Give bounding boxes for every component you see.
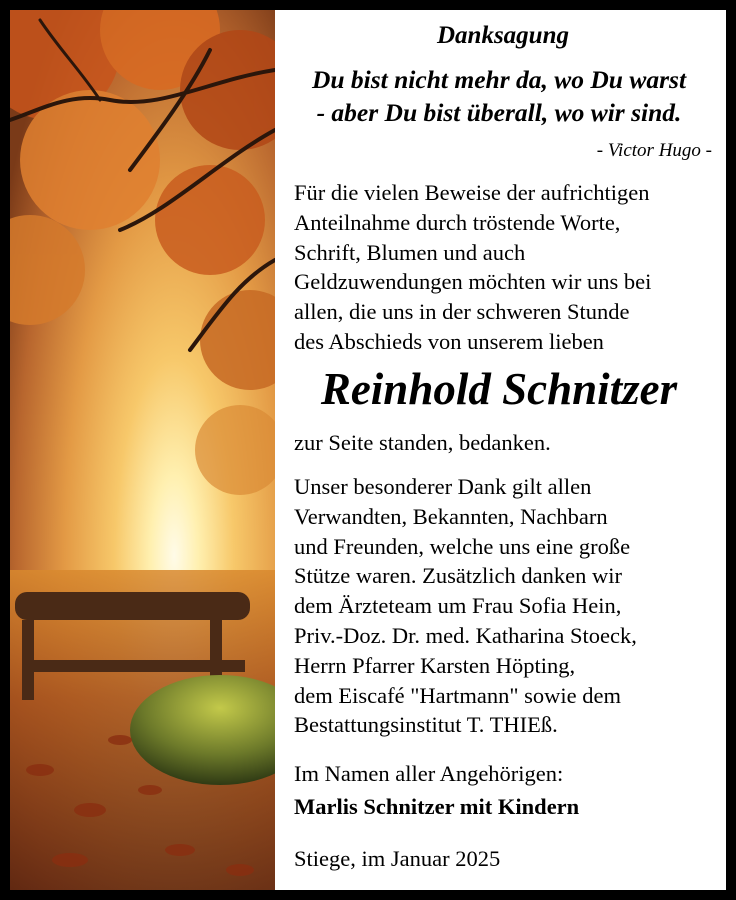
thanks-paragraph-3: Unser besonderer Dank gilt allen Verwandten, Bekannten, Nachbarn und Freunden, welche uns eine große Stütze waren. Zusätzlich danken wir dem Ärzteteam um Frau Sofia Hein, Priv.-Doz. Dr. med. Katharina Stoeck, Herrn Pfarrer Karsten Höpting, dem Eiscafé "Hartmann" sowie dem Bestattungsinstitut T. THIEß. (294, 474, 637, 738)
notice-title: Danksagung (437, 22, 569, 49)
deceased-name: Reinhold Schnitzer (320, 364, 678, 414)
autumn-bench-sunset-image (10, 10, 275, 890)
place-date: Stiege, im Januar 2025 (294, 846, 501, 871)
obituary-notice (10, 10, 726, 890)
signature: Marlis Schnitzer mit Kindern (294, 794, 580, 819)
quote-line-1: Du bist nicht mehr da, wo Du warst (311, 65, 687, 94)
thanks-paragraph-1: Für die vielen Beweise der aufrichtigen Anteilnahme durch tröstende Worte, Schrift, Blumen und auch Geldzuwendungen möchten wir uns bei allen, die uns in der schweren Stunde des Abschieds von unserem lieben (294, 180, 652, 354)
quote (280, 63, 718, 129)
quote-author: - Victor Hugo - (596, 140, 712, 161)
closing-line: Im Namen aller Angehörigen: (294, 761, 564, 786)
thanks-paragraph-2: zur Seite standen, bedanken. (294, 430, 551, 455)
quote-line-2: - aber Du bist überall, wo wir sind. (316, 98, 682, 127)
notice-text-column (280, 10, 726, 890)
